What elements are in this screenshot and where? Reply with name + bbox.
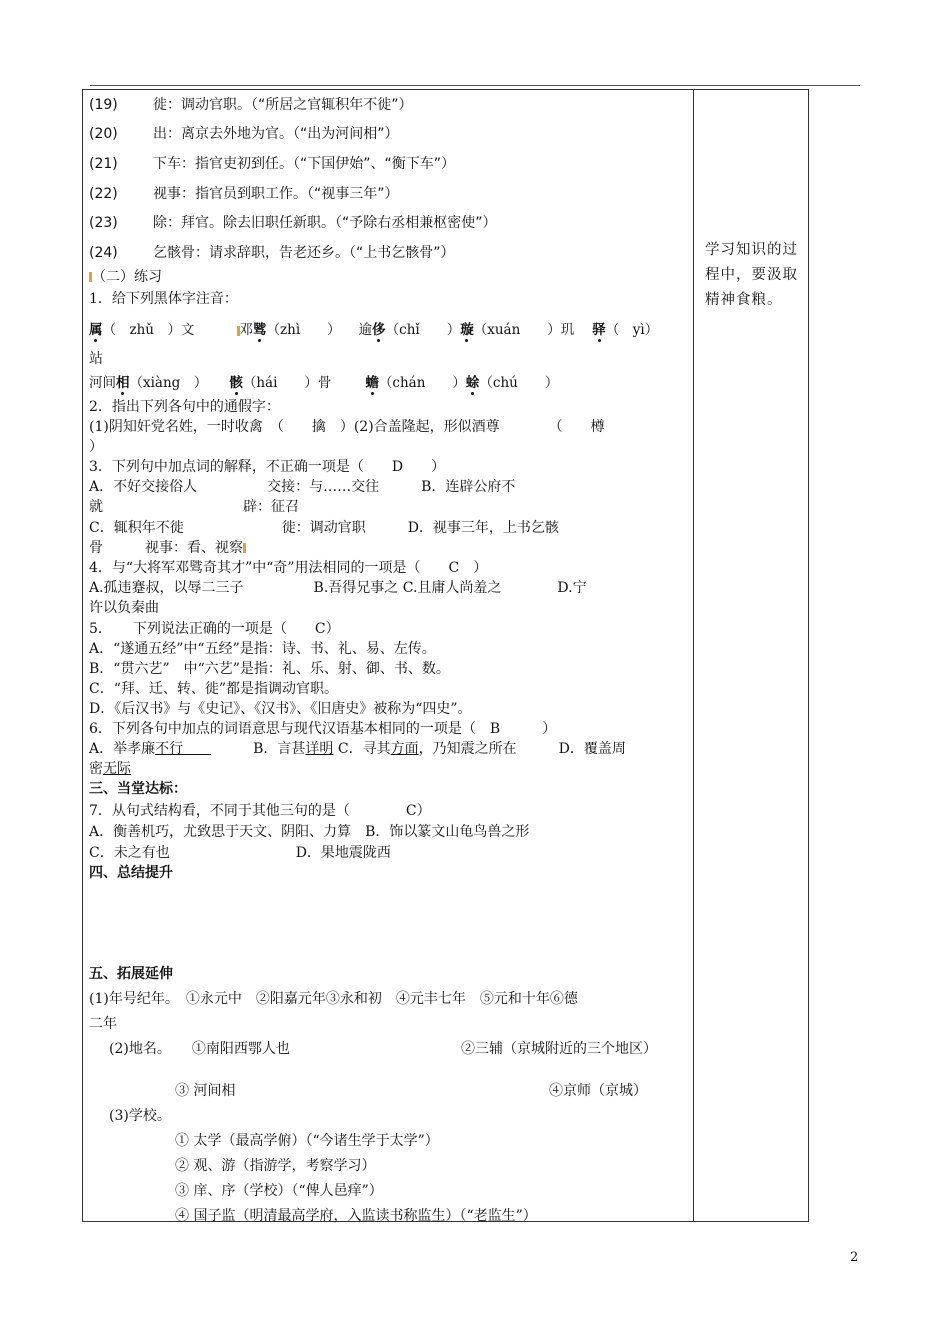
q4-line2: 许以负秦曲 <box>89 600 159 616</box>
practice-heading: （二）练习 <box>89 266 162 286</box>
q6-title: 6．下列各句中加点的词语意思与现代汉语基本相同的一项是（ B ） <box>89 721 557 737</box>
s5-line2: 二年 <box>89 1016 117 1032</box>
s5-school-2: ② 观、游（指游学，考察学习） <box>175 1158 376 1174</box>
s5-place-d: ④京师（京城） <box>549 1083 647 1099</box>
term-24: (24) 乞骸骨：请求辞职，告老还乡。（“上书乞骸骨”） <box>89 245 455 261</box>
q7-title: 7．从句式结构看，不同于其他三句的是（ C） <box>89 803 431 819</box>
q3-c2: 骨 视事：看、视察 <box>89 537 246 557</box>
term-21: (21) 下车：指官吏初到任。（“下国伊始”、“衡下车”） <box>89 156 456 172</box>
lesson-table <box>82 89 809 1222</box>
s5-school-4: ④ 国子监（明清最高学府，入监读书称监生）（“老监生”） <box>175 1208 537 1224</box>
s5-line1: (1)年号纪年。 ①永元中 ②阳嘉元年③永和初 ④元丰七年 ⑤元和十年⑥德 <box>89 991 578 1007</box>
q5-d: D．《后汉书》与《史记》、《汉书》、《旧唐史》被称为“四史”。 <box>89 701 472 717</box>
term-23: (23) 除：拜官。除去旧职任新职。（“予除右丞相兼枢密使”） <box>89 215 497 231</box>
s5-place-c: ③ 河间相 <box>175 1083 236 1099</box>
q4-title: 4．与“大将军邓骘奇其才”中“奇”用法相同的一项是（ C ） <box>89 560 488 576</box>
q6-line1: A．举孝廉不行 B．言甚详明 C．寻其方面，乃知震之所在 D．覆盖周 <box>89 741 626 757</box>
q4-line1: A.孤违蹇叔，以辱二三子 B.吾得兄事之 C.且庸人尚羞之 D.宁 <box>89 580 587 596</box>
q1-row1: 属（ zhǔ ）文 邓骘（zhì ） 逾侈（chǐ ）璇（xuán ）玑 驿（ yì） <box>89 322 659 338</box>
q1-row1-tail: 站 <box>89 351 103 367</box>
column-divider <box>693 90 694 1221</box>
q1-row2: 河间相（xiàng ） 骸（hái ）骨 蟾（chán ）蜍（chú ） <box>89 375 559 391</box>
term-19: (19) 徙：调动官职。（“所居之官辄积年不徙”） <box>89 97 413 113</box>
edit-mark-icon <box>243 543 246 553</box>
q3-a1: A．不好交接俗人 交接：与……交往 B．连辟公府不 <box>89 479 516 495</box>
header-rule <box>90 85 860 86</box>
q2-title: 2．指出下列各句中的通假字： <box>89 399 280 415</box>
section4-heading: 四、总结提升 <box>89 865 173 881</box>
q6-line2: 密无际 <box>89 761 131 777</box>
q3-title: 3．下列句中加点词的解释，不正确一项是（ D ） <box>89 459 446 475</box>
s5-school-3: ③ 庠、序（学校）（“俾人邑痒”） <box>175 1183 383 1199</box>
q3-a2: 就 辟：征召 <box>89 499 299 515</box>
page-number: 2 <box>850 1250 859 1265</box>
section3-heading: 三、当堂达标： <box>89 781 187 797</box>
s5-school-heading: (3)学校。 <box>109 1108 171 1124</box>
term-22: (22) 视事：指官员到职工作。（“视事三年”） <box>89 186 399 202</box>
section5-heading: 五、拓展延伸 <box>89 966 173 982</box>
q7-a: A．衡善机巧，尤致思于天文、阴阳、力算 B．饰以篆文山龟鸟兽之形 <box>89 824 530 840</box>
q5-title: 5． 下列说法正确的一项是（ C） <box>89 621 340 637</box>
q2-line2: ） <box>89 439 103 455</box>
q7-c: C．未之有也 D．果地震陇西 <box>89 845 391 861</box>
q1-title: 1．给下列黑体字注音： <box>89 291 238 307</box>
q3-c1: C．辄积年不徙 徙：调动官职 D．视事三年，上书乞骸 <box>89 520 559 536</box>
s5-place-b: ②三辅（京城附近的三个地区） <box>461 1041 657 1057</box>
s5-place-a: (2)地名。 ①南阳西鄂人也 <box>109 1041 290 1057</box>
q5-c: C．“拜、迁、转、徙”都是指调动官职。 <box>89 681 339 697</box>
side-note: 学习知识的过程中，要汲取精神食粮。 <box>705 242 798 308</box>
s5-school-1: ① 太学（最高学俯）（“今诸生学于太学”） <box>175 1133 439 1149</box>
q5-b: B．“贯六艺” 中“六艺”是指：礼、乐、射、御、书、数。 <box>89 661 450 677</box>
q5-a: A．“遂通五经”中“五经”是指：诗、书、礼、易、左传。 <box>89 641 436 657</box>
q2-line1: (1)阴知奸党名姓，一时收禽 （ 擒 ）(2)合盖隆起，形似酒尊 （ 樽 <box>89 419 605 435</box>
term-20: (20) 出：离京去外地为官。（“出为河间相”） <box>89 126 399 142</box>
